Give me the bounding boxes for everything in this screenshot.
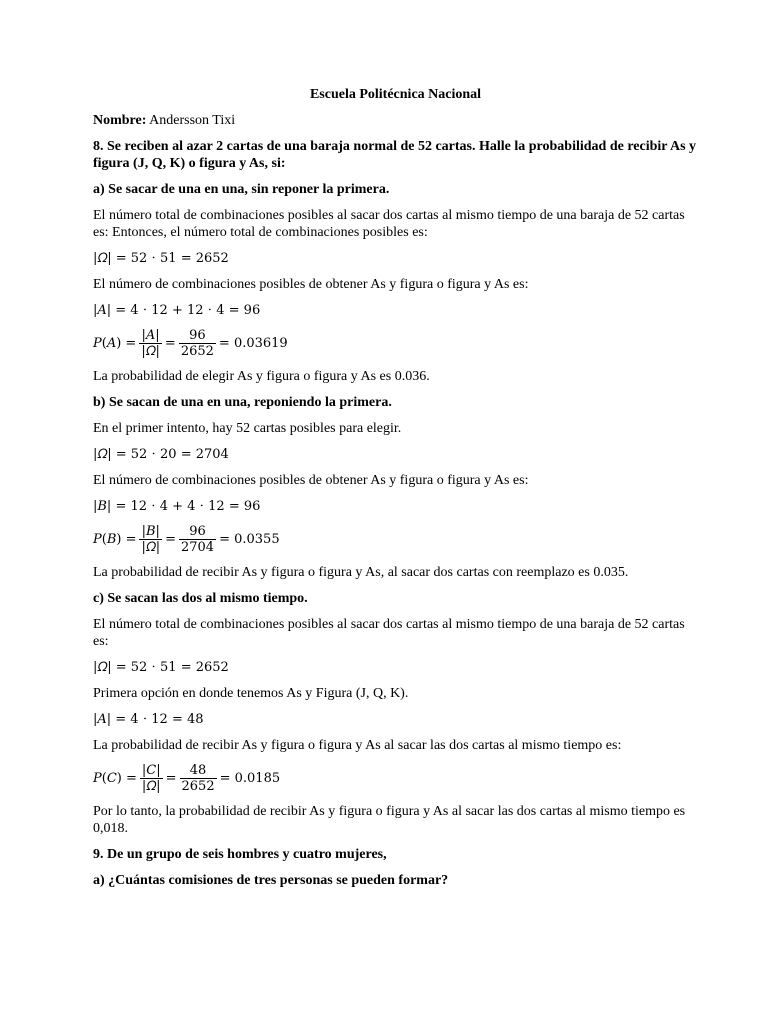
q8b-heading: b) Se sacan de una en una, reponiendo la primera. [93, 395, 392, 410]
author-name: Andersson Tixi [146, 113, 236, 128]
q8c-f1-denominator: |𝛺| [141, 779, 161, 794]
q8a-f2-denominator: 2652 [180, 344, 214, 359]
question-9-statement: 9. De un grupo de seis hombres y cuatro mujeres, [93, 847, 387, 862]
q8a-heading: a) Se sacar de una en una, sin reponer la primera. [93, 182, 390, 197]
q8c-f2-denominator: 2652 [181, 779, 215, 794]
q8b-equation-omega: |𝛺| = 52 ⋅ 20 = 2704 [93, 447, 229, 462]
q8c-f1-numerator: |𝐶| [141, 763, 161, 778]
q8a-probability-equation [93, 328, 698, 359]
q8c-paragraph-1: El número total de combinaciones posibles al sacar dos cartas al mismo tiempo de una baraja de 52 cartas es: [93, 617, 685, 649]
q8c-heading: c) Se sacan las dos al mismo tiempo. [93, 591, 308, 606]
q8b-f1-denominator: |𝛺| [141, 540, 161, 555]
q8b-f2-denominator: 2704 [180, 540, 215, 555]
q8b-fraction-1 [139, 524, 162, 555]
q8b-probability-equation [93, 524, 698, 555]
q8a-conclusion: La probabilidad de elegir As y figura o figura y As es 0.036. [93, 369, 430, 384]
q8c-prob-lhs: 𝑃(𝐶) = [93, 771, 137, 786]
q8a-prob-result: = 0.03619 [218, 336, 288, 351]
q8a-f1-denominator: |𝛺| [141, 344, 160, 359]
q8c-paragraph-2: Primera opción en donde tenemos As y Figura (J, Q, K). [93, 686, 409, 701]
q8c-fraction-2 [180, 763, 217, 794]
q8a-prob-lhs: 𝑃(𝐴) = [93, 336, 137, 351]
q8b-equation-b: |𝐵| = 12 ⋅ 4 + 4 ⋅ 12 = 96 [93, 499, 261, 514]
q8a-equals: = [164, 336, 176, 351]
q8c-conclusion: Por lo tanto, la probabilidad de recibir As y figura o figura y As al sacar las dos cartas al mismo tiempo es 0,018. [93, 804, 686, 836]
author-label: Nombre: [93, 113, 147, 128]
author-line [93, 112, 698, 129]
q8b-prob-lhs: 𝑃(𝐵) = [93, 532, 137, 547]
q8a-paragraph-1: El número total de combinaciones posibles al sacar dos cartas al mismo tiempo de una baraja de 52 cartas es: Entonces, el número total de combinaciones posibles es: [93, 208, 685, 240]
q8b-prob-result: = 0.0355 [219, 532, 280, 547]
q8b-equals: = [165, 532, 176, 547]
q8c-paragraph-3: La probabilidad de recibir As y figura o figura y As al sacar las dos cartas al mismo tiempo es: [93, 738, 622, 753]
q8c-equals: = [165, 771, 177, 786]
q8b-fraction-2 [179, 524, 216, 555]
q8b-paragraph-1: En el primer intento, hay 52 cartas posibles para elegir. [93, 421, 402, 436]
q8c-probability-equation [93, 763, 698, 794]
q8b-f1-numerator: |𝐵| [141, 524, 160, 539]
question-8-statement: 8. Se reciben al azar 2 cartas de una baraja normal de 52 cartas. Halle la probabilidad de recibir As y figura (J, Q, K) o figura y As, si: [93, 139, 697, 171]
q8b-conclusion: La probabilidad de recibir As y figura o figura y As, al sacar dos cartas con reemplazo es 0.035. [93, 565, 629, 580]
q8c-prob-result: = 0.0185 [219, 771, 281, 786]
q8c-equation-a: |𝐴| = 4 ⋅ 12 = 48 [93, 712, 204, 727]
q8a-equation-a: |𝐴| = 4 ⋅ 12 + 12 ⋅ 4 = 96 [93, 303, 261, 318]
q9a-heading: a) ¿Cuántas comisiones de tres personas se pueden formar? [93, 873, 449, 888]
q8c-fraction-1 [140, 763, 163, 794]
q8a-fraction-2 [179, 328, 216, 359]
q8c-f2-numerator: 48 [189, 763, 207, 778]
q8b-f2-numerator: 96 [189, 524, 206, 539]
q8a-f1-numerator: |𝐴| [141, 328, 160, 343]
q8a-equation-omega: |𝛺| = 52 ⋅ 51 = 2652 [93, 251, 229, 266]
document-title: Escuela Politécnica Nacional [309, 87, 482, 102]
q8a-fraction-1 [139, 328, 162, 359]
q8a-f2-numerator: 96 [189, 328, 206, 343]
q8b-paragraph-2: El número de combinaciones posibles de obtener As y figura o figura y As es: [93, 473, 529, 488]
q8c-equation-omega: |𝛺| = 52 ⋅ 51 = 2652 [93, 660, 229, 675]
q8a-paragraph-2: El número de combinaciones posibles de obtener As y figura o figura y As es: [93, 277, 529, 292]
